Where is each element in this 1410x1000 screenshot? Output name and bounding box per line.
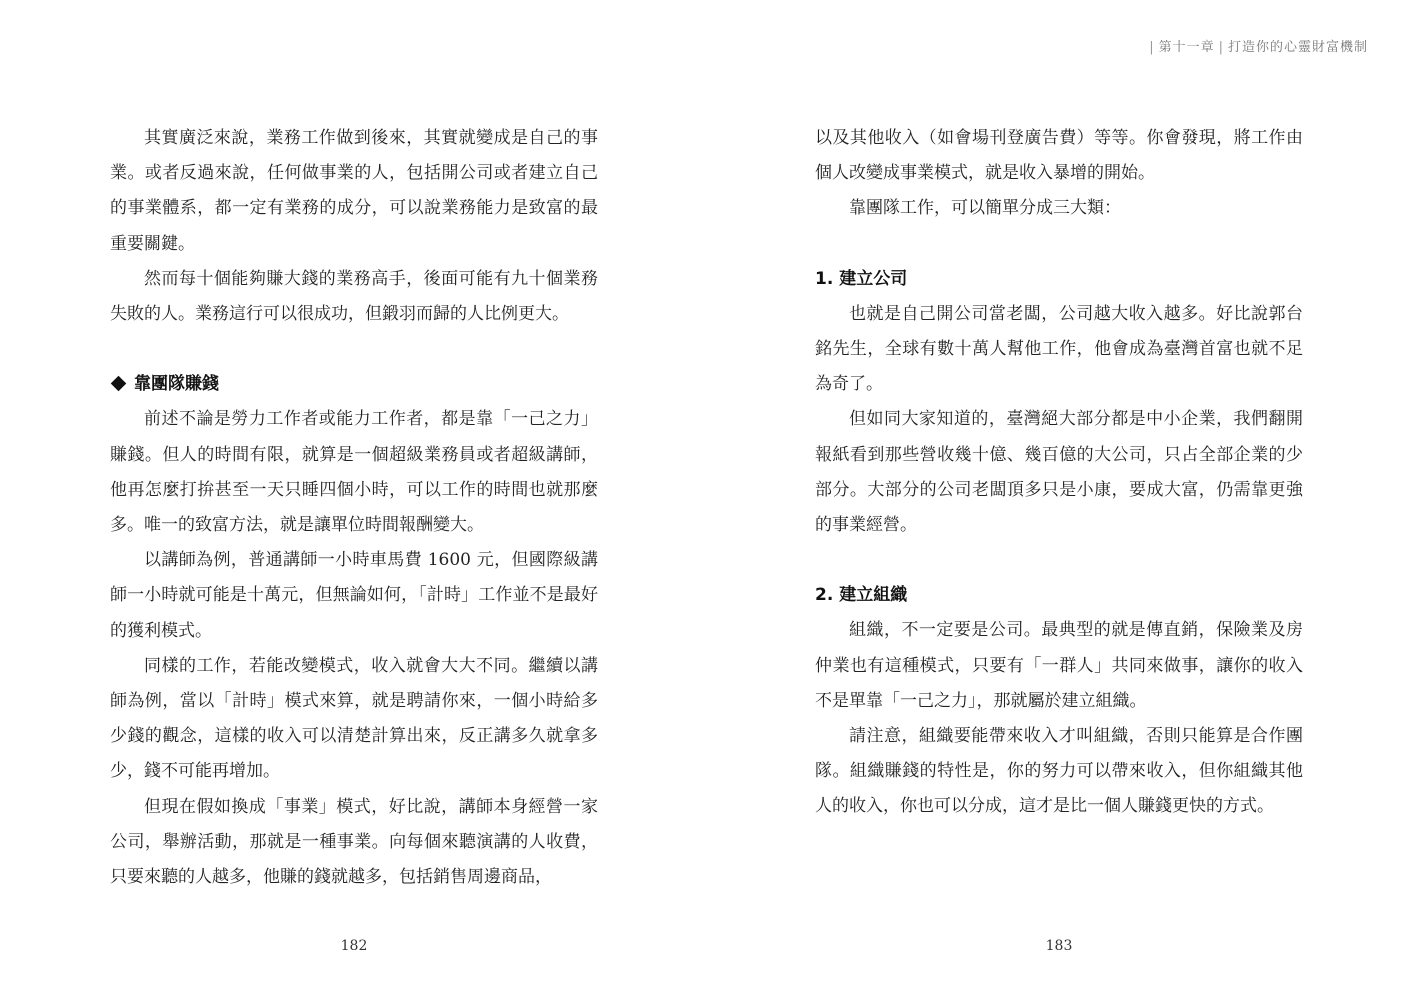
header-chapter: 第十一章	[1158, 40, 1215, 55]
page-number: 183	[1045, 938, 1073, 954]
paragraph: 組織，不一定要是公司。最典型的就是傳直銷，保險業及房仲業也有這種模式，只要有「一群人」共同來做事，讓你的收入不是單靠「一己之力」，那就屬於建立組織。	[815, 620, 1303, 711]
header-title: 打造你的心靈財富機制	[1227, 40, 1368, 55]
paragraph-continued: 以及其他收入（如會場刊登廣告費）等等。你會發現，將工作由個人改變成事業模式，就是收入暴增的開始。	[815, 128, 1303, 184]
section-spacer	[110, 332, 598, 367]
page-number: 182	[340, 938, 368, 954]
paragraph: 然而每十個能夠賺大錢的業務高手，後面可能有九十個業務失敗的人。業務這行可以很成功，但鍛羽而歸的人比例更大。	[110, 268, 598, 325]
subsection-heading-company: 1. 建立公司	[815, 268, 908, 289]
subsection-heading-organization: 2. 建立組織	[815, 585, 908, 606]
section-spacer	[815, 227, 1303, 262]
paragraph: 也就是自己開公司當老闆，公司越大收入越多。好比說郭台銘先生，全球有數十萬人幫他工作，他會成為臺灣首富也就不足為奇了。	[815, 303, 1303, 395]
header-divider: |	[1218, 40, 1224, 55]
diamond-bullet-icon	[111, 375, 127, 391]
paragraph: 前述不論是勞力工作者或能力工作者，都是靠「一己之力」賺錢。但人的時間有限，就算是一個超級業務員或者超級講師，他再怎麼打拚甚至一天只睡四個小時，可以工作的時間也就那麼多。唯一的致富方法，就是讓單位時間報酬變大。	[110, 409, 598, 536]
left-page-content	[110, 121, 598, 895]
section-heading-text: 靠團隊賺錢	[134, 374, 219, 395]
right-page-content	[815, 121, 1303, 825]
left-page	[110, 0, 598, 1000]
section-heading	[110, 367, 598, 402]
paragraph: 同樣的工作，若能改變模式，收入就會大大不同。繼續以講師為例，當以「計時」模式來算，就是聘請你來，一個小時給多少錢的觀念，這樣的收入可以清楚計算出來，反正講多久就拿多少，錢不可能再增加。	[110, 655, 598, 782]
paragraph: 以講師為例，普通講師一小時車馬費 1600 元，但國際級講師一小時就可能是十萬元，但無論如何，「計時」工作並不是最好的獲利模式。	[110, 550, 598, 641]
paragraph: 但如同大家知道的，臺灣絕大部分都是中小企業，我們翻開報紙看到那些營收幾十億、幾百億的大公司，只占全部企業的少部分。大部分的公司老闆頂多只是小康，要成大富，仍需靠更強的事業經營。	[815, 409, 1303, 536]
paragraph: 靠團隊工作，可以簡單分成三大類：	[849, 198, 1121, 219]
header-divider: |	[1149, 40, 1155, 55]
right-page	[815, 0, 1303, 1000]
paragraph: 請注意，組織要能帶來收入才叫組織，否則只能算是合作團隊。組織賺錢的特性是，你的努力可以帶來收入，但你組織其他人的收入，你也可以分成，這才是比一個人賺錢更快的方式。	[815, 726, 1303, 817]
paragraph: 其實廣泛來說，業務工作做到後來，其實就變成是自己的事業。或者反過來說，任何做事業的人，包括開公司或者建立自己的事業體系，都一定有業務的成分，可以說業務能力是致富的最重要關鍵。	[110, 128, 598, 254]
section-spacer	[815, 543, 1303, 578]
paragraph: 但現在假如換成「事業」模式，好比說，講師本身經營一家公司，舉辦活動，那就是一種事業。向每個來聽演講的人收費，只要來聽的人越多，他賺的錢就越多，包括銷售周邊商品，	[110, 796, 598, 888]
